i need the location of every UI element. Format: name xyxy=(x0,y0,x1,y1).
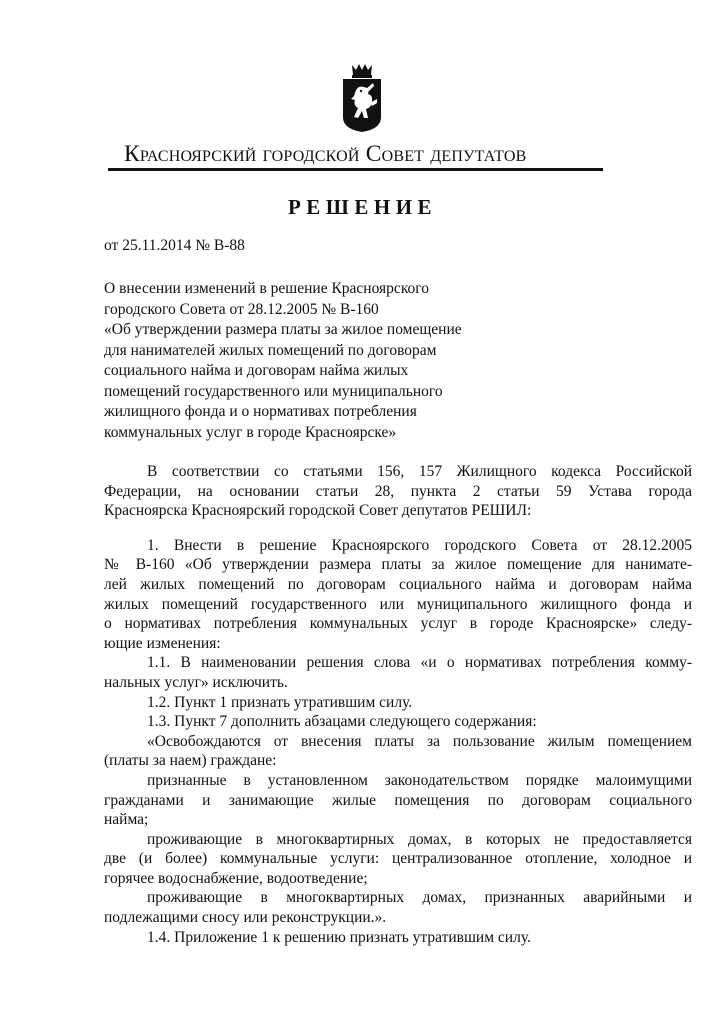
item-1-1-line: нальных услуг» исключить. xyxy=(104,673,288,691)
preamble-line: В соответствии со статьями 156, 157 Жилищного кодекса Российской xyxy=(147,463,692,480)
item-1-line: о нормативах потребления коммунальных услуг в городе Красноярске» следу- xyxy=(104,615,692,633)
item-1-1-line: 1.1. В наименовании решения слова «и о нормативах потребления комму- xyxy=(147,654,692,672)
subject-line: городского Совета от 28.12.2005 № В-160 xyxy=(104,300,379,318)
document-date-number: от 25.11.2014 № В-88 xyxy=(104,237,245,254)
preamble-line: Федерации, на основании статьи 28, пункта 2 статьи 59 Устава города xyxy=(104,482,692,500)
item-1-line: ющие изменения: xyxy=(104,634,221,652)
preamble-line: Красноярска Красноярский городской Совет депутатов РЕШИЛ: xyxy=(104,502,532,520)
quote-intro-line: (платы за наем) граждане: xyxy=(104,752,277,770)
document-subject xyxy=(104,279,524,443)
quote-c-line: проживающие в многоквартирных домах, признанных аварийными и xyxy=(147,889,692,907)
document-body xyxy=(104,462,692,947)
item-1-2: 1.2. Пункт 1 признать утратившим силу. xyxy=(147,693,413,711)
item-1-line: лей жилых помещений по договорам социального найма и договорам найма xyxy=(104,575,692,593)
item-1-line: жилых помещений государственного или муниципального жилищного фонда и xyxy=(104,595,692,613)
quote-a-line: найма; xyxy=(104,811,149,829)
item-1-line: № В-160 «Об утверждении размера платы за жилое помещение для нанимате- xyxy=(104,556,692,574)
quote-c-line: подлежащими сносу или реконструкции.». xyxy=(104,909,387,927)
subject-line: О внесении изменений в решение Красноярского xyxy=(104,280,430,297)
subject-line: «Об утверждении размера платы за жилое помещение xyxy=(104,321,462,338)
quote-a-line: гражданами и занимающие жилые помещения по договорам социального xyxy=(104,791,692,809)
subject-line: жилищного фонда и о нормативах потребления xyxy=(104,403,417,420)
quote-a-line: признанные в установленном законодательством порядке малоимущими xyxy=(147,771,692,789)
quote-b-line: проживающие в многоквартирных домах, в которых не предоставляется xyxy=(147,830,692,848)
quote-b-line: две (и более) коммунальные услуги: централизованное отопление, холодное и xyxy=(104,850,692,868)
subject-line: социального найма и договорам найма жилых xyxy=(104,362,409,379)
subject-line: помещений государственного или муниципального xyxy=(104,382,443,400)
coat-of-arms-icon xyxy=(340,63,384,133)
header-rule xyxy=(108,168,603,171)
subject-line: коммунальных услуг в городе Красноярске» xyxy=(104,423,397,441)
item-1-4: 1.4. Приложение 1 к решению признать утратившим силу. xyxy=(147,928,531,946)
item-1-3: 1.3. Пункт 7 дополнить абзацами следующего содержания: xyxy=(147,713,537,731)
council-name: Красноярский городской Совет депутатов xyxy=(124,141,527,167)
item-1-line: 1. Внести в решение Красноярского городского Совета от 28.12.2005 xyxy=(147,536,692,554)
quote-b-line: горячее водоснабжение, водоотведение; xyxy=(104,869,368,887)
document-title: РЕШЕНИЕ xyxy=(287,195,438,219)
quote-intro-line: «Освобождаются от внесения платы за пользование жилым помещением xyxy=(147,732,692,750)
subject-line: для нанимателей жилых помещений по договорам xyxy=(104,341,437,359)
paragraph-gap xyxy=(104,521,692,536)
